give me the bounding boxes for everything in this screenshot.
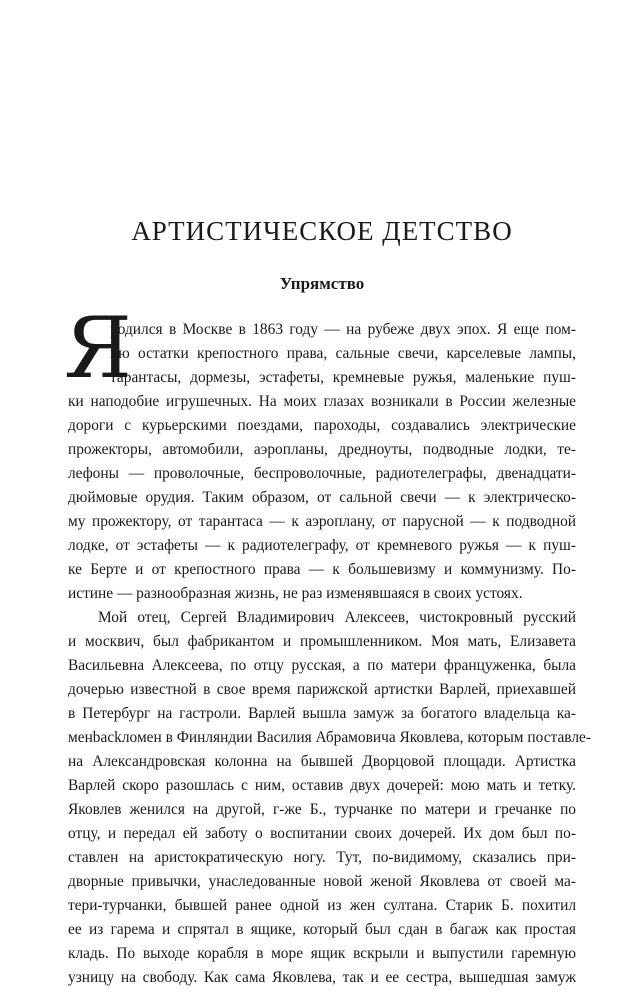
- chapter-title: АРТИСТИЧЕСКОЕ ДЕТСТВО: [131, 216, 513, 246]
- text-line: истине — разнообразная жизнь, не раз изменявшаяся в своих устоях.: [68, 585, 523, 602]
- text-line: узницу на свободу. Как сама Яковлева, так и ее сестра, вышедшая замуж: [68, 969, 576, 986]
- text-line: дороги с курьерскими поездами, пароходы, создавались электрические: [68, 417, 576, 434]
- text-line: дворные привычки, унаследованные новой женой Яковлева от своей ма-: [68, 873, 576, 890]
- text-line: Яковлев женился на другой, г-же Б., турчанке по матери и гречанке по: [68, 801, 576, 818]
- text-line: кладь. По выходе корабля в море ящик вскрыли и выпустили гаремную: [68, 945, 576, 962]
- text-line: тарантасы, дормезы, эстафеты, кремневые ружья, маленькие пуш-: [110, 369, 576, 386]
- text-line: ставлен на аристократическую ногу. Тут, по-видимому, сказались при-: [68, 849, 576, 866]
- text-line: му прожектору, от тарантаса — к аэроплану, от парусной — к подводной: [68, 513, 576, 530]
- text-line: лефоны — проволочные, беспроволочные, радиотелеграфы, двенадцати-: [68, 465, 576, 482]
- text-line: Васильевна Алексеева, по отцу русская, а по матери француженка, была: [68, 657, 576, 674]
- text-line: ки наподобие игрушечных. На моих глазах возникали в России железные: [68, 393, 576, 410]
- text-line: прожекторы, автомобили, аэропланы, дредноуты, подводные лодки, те-: [68, 441, 576, 458]
- text-line: на Александровская колонна на бывшей Дворцовой площади. Артистка: [68, 753, 576, 770]
- text-line: Варлей скоро разошлась с ним, оставив двух дочерей: мою мать и тетку.: [68, 777, 576, 794]
- drop-cap: Я: [64, 299, 132, 397]
- text-line: Мой отец, Сергей Владимирович Алексеев, чистокровный русский: [98, 609, 576, 626]
- text-line: ее из гарема и спрятал в ящике, который был сдан в багаж как простая: [68, 921, 576, 938]
- text-line: ке Берте и от крепостного права — к большевизму и коммунизму. По-: [68, 561, 576, 578]
- text-line: и москвич, был фабрикантом и промышленником. Моя мать, Елизавета: [68, 633, 576, 650]
- text-line: дочерью известной в свое время парижской артистки Варлей, приехавшей: [68, 681, 576, 698]
- text-line: менbackломен в Финляндии Василия Абрамовича Яковлева, которым поставле-: [68, 729, 591, 746]
- text-line: отцу, и передал ей заботу о воспитании своих дочерей. Их дом был по-: [68, 825, 576, 842]
- text-line: тери-турчанки, бывшей ранее одной из жен султана. Старик Б. похитил: [68, 897, 576, 914]
- section-title: Упрямство: [279, 274, 365, 293]
- text-line: родился в Москве в 1863 году — на рубеже двух эпох. Я еще пом-: [110, 321, 576, 338]
- text-line: лодке, от эстафеты — к радиотелеграфу, от кремневого ружья — к пуш-: [68, 537, 576, 554]
- text-line: ню остатки крепостного права, сальные свечи, карселевые лампы,: [110, 345, 576, 362]
- text-line: дюймовые орудия. Таким образом, от сальной свечи — к электрическо-: [68, 489, 576, 506]
- text-line: в Петербург на гастроли. Варлей вышла замуж за богатого владельца ка-: [68, 705, 576, 722]
